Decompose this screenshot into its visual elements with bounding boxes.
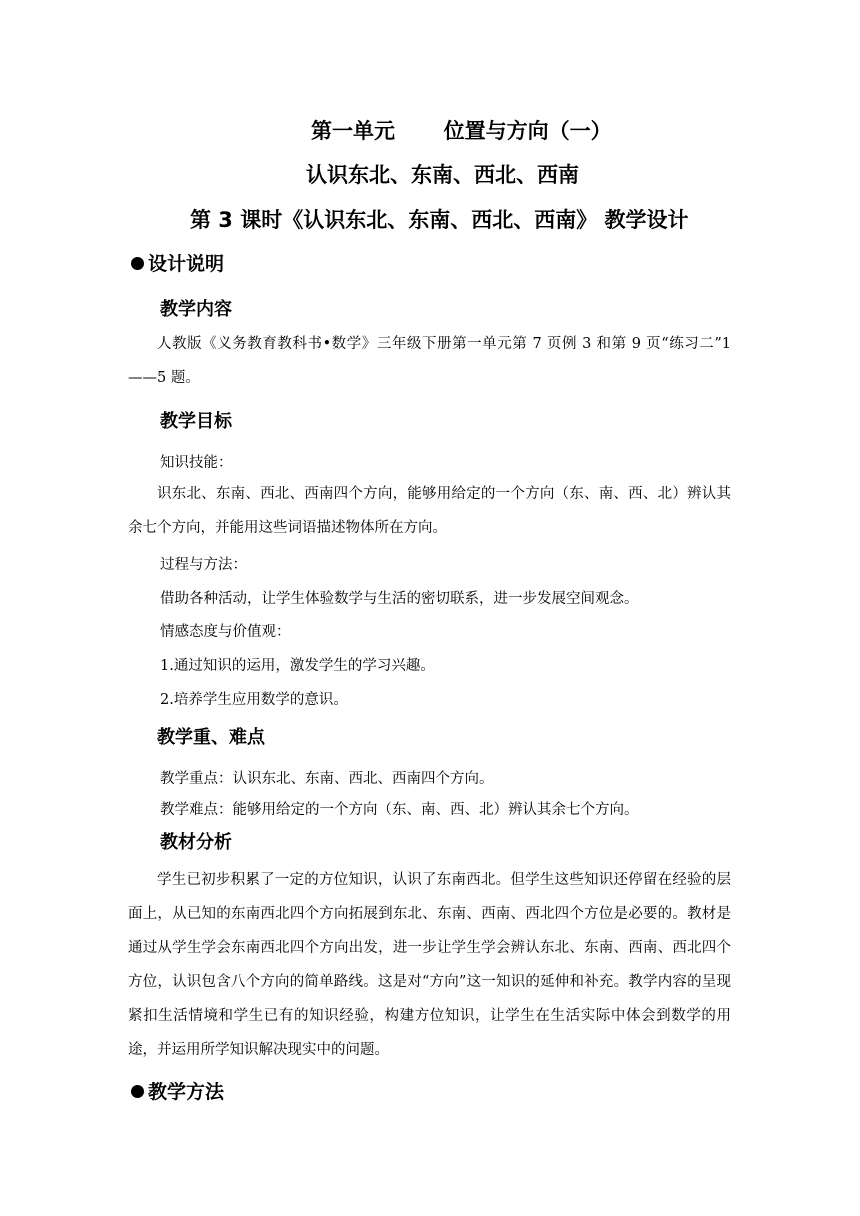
emotion-label: 情感态度与价值观： (160, 624, 291, 640)
title-design: 第 3 课时《认识东北、东南、西北、西南》 教学设计 (190, 208, 689, 232)
bullet-icon (131, 257, 144, 270)
section-design-label: 设计说明 (148, 253, 225, 275)
section-design-heading (131, 249, 224, 276)
title-unit (311, 115, 612, 145)
knowledge-label: 知识技能： (160, 455, 233, 471)
title-unit-topic: 位置与方向（一） (443, 119, 612, 143)
key-points-heading: 教学重、难点 (157, 727, 265, 748)
content-heading: 教学内容 (160, 299, 232, 320)
goals-heading: 教学目标 (160, 411, 232, 432)
knowledge-text: 识东北、东南、西北、西南四个方向，能够用给定的一个方向（东、南、西、北）辨认其余七个方向，并能用这些词语描述物体所在方向。 (128, 486, 731, 536)
emotion-item-2: 2.培养学生应用数学的意识。 (160, 692, 348, 708)
process-label: 过程与方法： (160, 557, 247, 573)
emotion-item-1: 1.通过知识的运用，激发学生的学习兴趣。 (160, 658, 435, 674)
content-text: 人教版《义务教育教科书•数学》三年级下册第一单元第 7 页例 3 和第 9 页“练习二”1——5 题。 (128, 336, 731, 386)
section-method-heading (131, 1077, 224, 1104)
difficult-point-text: 教学难点：能够用给定的一个方向（东、南、西、北）辨认其余七个方向。 (160, 802, 639, 818)
bullet-icon (131, 1085, 144, 1098)
process-text: 借助各种活动，让学生体验数学与生活的密切联系，进一步发展空间观念。 (160, 591, 639, 607)
key-point-text: 教学重点：认识东北、东南、西北、西南四个方向。 (160, 771, 494, 787)
title-unit-label: 第一单元 (311, 119, 395, 143)
analysis-heading: 教材分析 (160, 832, 232, 853)
section-method-label: 教学方法 (148, 1081, 225, 1103)
analysis-text: 学生已初步积累了一定的方位知识，认识了东南西北。但学生这些知识还停留在经验的层面上，从已知的东南西北四个方向拓展到东北、东南、西南、西北四个方位是必要的。教材是通过从学生学会东南西北四个方向出发，进一步让学生学会辨认东北、东南、西南、西北四个方位，认识包含八个方向的简单路线。这是对“方向”这一知识的延伸和补充。教学内容的呈现紧扣生活情境和学生已有的知识经验，构建方位知识，让学生在生活实际中体会到数学的用途，并运用所学知识解决现实中的问题。 (128, 872, 731, 1058)
title-lesson: 认识东北、东南、西北、西南 (306, 163, 579, 187)
